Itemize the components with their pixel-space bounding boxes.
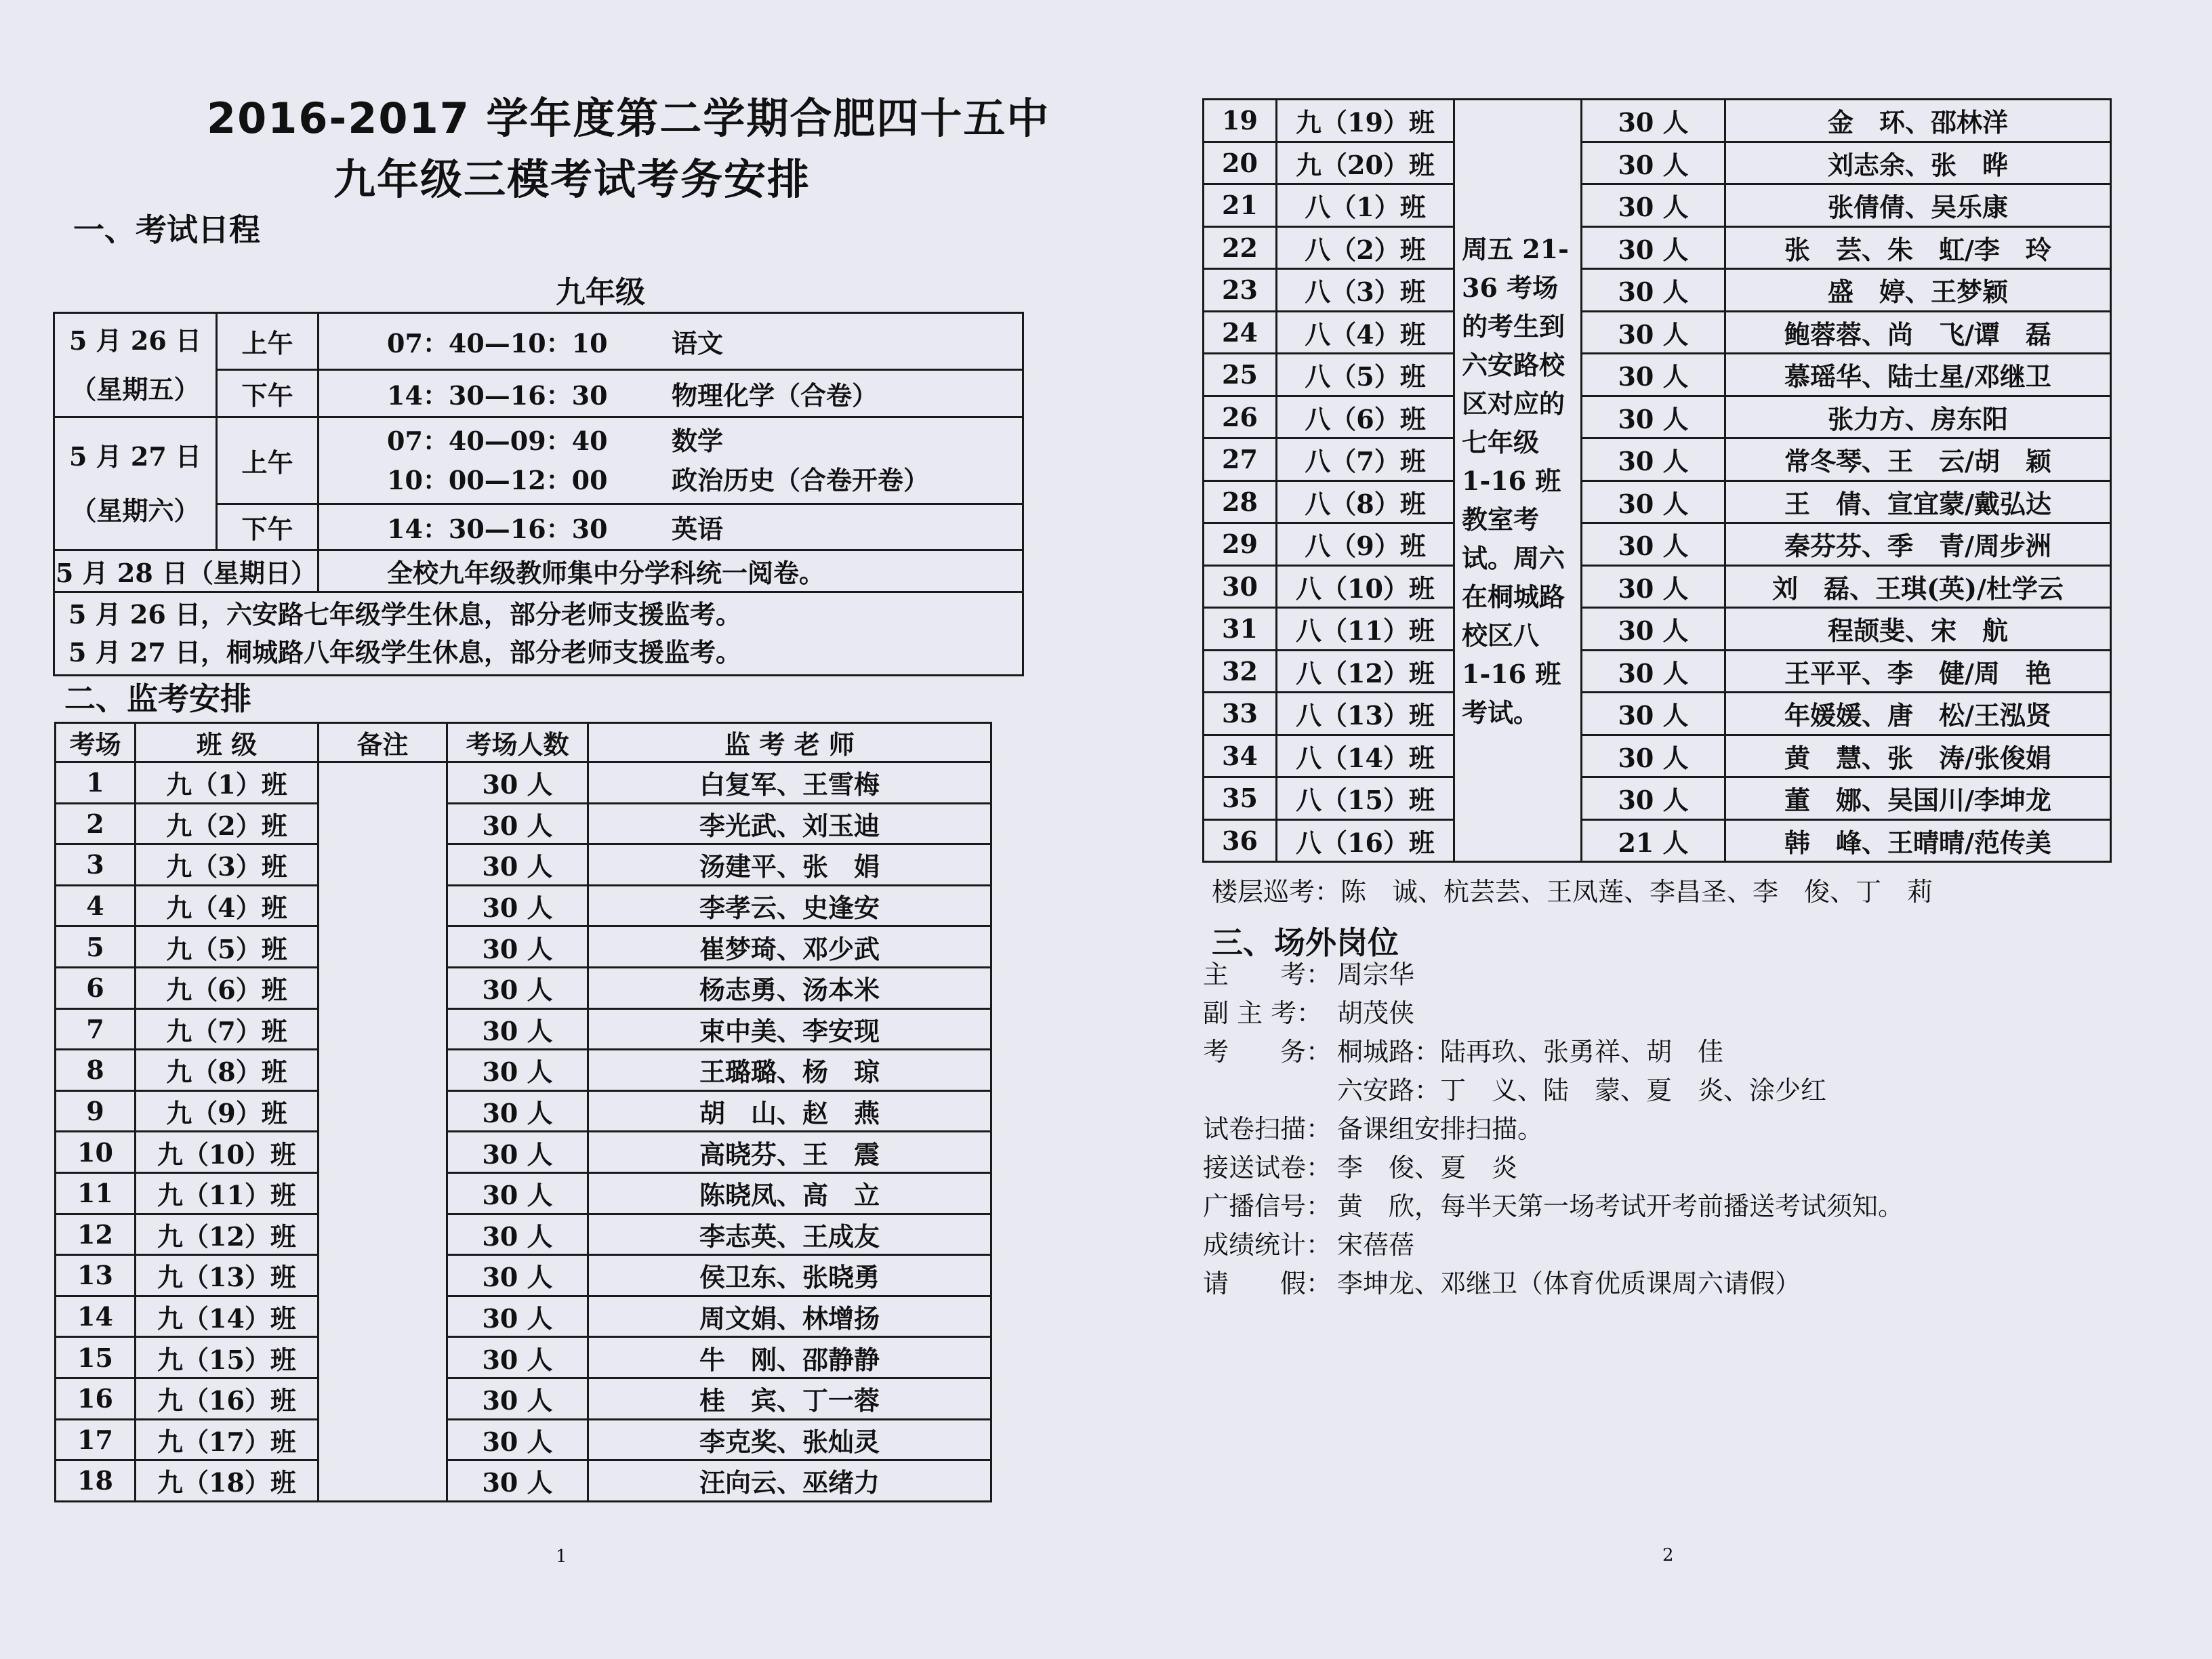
role-value: 李坤龙、邓继卫（体育优质课周六请假）: [1337, 1269, 1801, 1298]
role-value: 备课组安排扫描。: [1337, 1114, 1544, 1144]
room-number: 2: [56, 803, 136, 844]
room-number: 3: [56, 844, 136, 886]
class-name: 九（17）班: [136, 1419, 319, 1460]
class-name: 八（2）班: [1277, 226, 1454, 269]
room-number: 22: [1204, 226, 1277, 269]
class-name: 八（9）班: [1277, 523, 1454, 566]
invigilators: 常冬琴、王 云/胡 颖: [1725, 438, 2111, 481]
room-number: 16: [56, 1378, 136, 1419]
table-row: [1204, 693, 2111, 735]
session-subject: 政治历史（合卷开卷）: [672, 464, 930, 495]
table-row: [1204, 608, 2111, 651]
table-row: [1204, 777, 2111, 820]
student-count: 30 人: [1582, 693, 1725, 735]
section1-heading: 一、考试日程: [73, 211, 260, 248]
student-count: 30 人: [1582, 226, 1725, 269]
table-row: [56, 1337, 991, 1378]
invigilators: 王平平、李 健/周 艳: [1725, 650, 2111, 693]
role-value: 周宗华: [1337, 960, 1415, 989]
role-key: 主 考：: [1203, 960, 1332, 989]
room-number: 20: [1204, 142, 1277, 184]
role-value: 黄 欣，每半天第一场考试开考前播送考试须知。: [1337, 1191, 1904, 1221]
table-row: [56, 885, 991, 926]
class-name: 九（8）班: [136, 1050, 319, 1091]
table-row: [1204, 142, 2111, 184]
room-number: 19: [1204, 100, 1277, 142]
student-count: 30 人: [447, 926, 588, 968]
day2-date: 5 月 27 日: [68, 441, 201, 472]
day2-weekday: （星期六）: [70, 495, 200, 526]
room-number: 17: [56, 1419, 136, 1460]
day1-date: 5 月 26 日: [68, 325, 201, 356]
room-number: 24: [1204, 311, 1277, 354]
table-row: [56, 1378, 991, 1419]
student-count: 30 人: [447, 844, 588, 886]
student-count: 30 人: [447, 1172, 588, 1214]
table-row: [56, 1460, 991, 1502]
student-count: 30 人: [447, 885, 588, 926]
class-name: 九（4）班: [136, 885, 319, 926]
table-header-row: [56, 723, 991, 762]
room-number: 11: [56, 1172, 136, 1214]
table-row: [1204, 650, 2111, 693]
class-name: 九（11）班: [136, 1172, 319, 1214]
role-value: 胡茂侠: [1337, 998, 1415, 1028]
table-row: [1204, 226, 2111, 269]
page-number-right: 2: [1662, 1545, 1674, 1565]
role-line: [1203, 1149, 1904, 1187]
room-number: 30: [1204, 565, 1277, 608]
day1-pm-period: 下午: [217, 370, 319, 417]
class-name: 八（8）班: [1277, 480, 1454, 523]
table-row: [1204, 735, 2111, 777]
room-number: 31: [1204, 608, 1277, 651]
role-value: 宋蓓蓓: [1337, 1230, 1415, 1260]
room-number: 10: [56, 1132, 136, 1173]
invigilators: 王 倩、宣宜蒙/戴弘达: [1725, 480, 2111, 523]
table-row: [56, 1090, 991, 1132]
class-name: 八（7）班: [1277, 438, 1454, 481]
day1-am-period: 上午: [217, 313, 319, 370]
role-line: [1203, 994, 1904, 1033]
table-row: [1204, 819, 2111, 862]
invigilators: 慕瑶华、陆士星/邓继卫: [1725, 354, 2111, 396]
table-row: [1204, 100, 2111, 142]
role-key: 广播信号：: [1203, 1191, 1332, 1221]
col-header-teachers: 监 考 老 师: [588, 723, 991, 762]
class-name: 八（6）班: [1277, 396, 1454, 438]
exam-schedule-table: [53, 312, 1024, 676]
class-name: 九（2）班: [136, 803, 319, 844]
class-name: 八（12）班: [1277, 650, 1454, 693]
section3-heading: 三、场外岗位: [1212, 924, 1399, 961]
class-name: 九（13）班: [136, 1255, 319, 1296]
invigilators: 张 芸、朱 虹/李 玲: [1725, 226, 2111, 269]
room-number: 34: [1204, 735, 1277, 777]
invigilators: 黄 慧、张 涛/张俊娟: [1725, 735, 2111, 777]
table-row: [1204, 184, 2111, 227]
invigilators: 陈晓凤、高 立: [588, 1172, 991, 1214]
invigilators: 高晓芬、王 震: [588, 1132, 991, 1173]
table-row: [56, 1255, 991, 1296]
room-number: 13: [56, 1255, 136, 1296]
room-number: 33: [1204, 693, 1277, 735]
class-name: 八（16）班: [1277, 819, 1454, 862]
class-name: 八（4）班: [1277, 311, 1454, 354]
role-key: 试卷扫描：: [1203, 1114, 1332, 1144]
room-number: 29: [1204, 523, 1277, 566]
day1-date-cell: [54, 313, 217, 417]
student-count: 30 人: [1582, 523, 1725, 566]
student-count: 30 人: [447, 1296, 588, 1337]
title-line-1: 2016-2017 学年度第二学期合肥四十五中: [207, 94, 1050, 143]
class-name: 九（1）班: [136, 762, 319, 804]
role-line: [1203, 1071, 1904, 1110]
student-count: 30 人: [447, 1132, 588, 1173]
role-line: [1203, 1226, 1904, 1265]
day3-text: 全校九年级教师集中分学科统一阅卷。: [319, 550, 1023, 592]
table-row: [56, 803, 991, 844]
role-line: [1203, 1033, 1904, 1071]
col-header-room: 考场: [56, 723, 136, 762]
invigilators: 牛 刚、邵静静: [588, 1337, 991, 1378]
student-count: 30 人: [447, 803, 588, 844]
student-count: 30 人: [1582, 480, 1725, 523]
invigilators: 崔梦琦、邓少武: [588, 926, 991, 968]
col-header-note: 备注: [319, 723, 447, 762]
note-cell: [319, 762, 447, 1502]
student-count: 30 人: [1582, 650, 1725, 693]
day2-date-cell: [54, 417, 217, 550]
floor-patrol: 楼层巡考：陈 诚、杭芸芸、王凤莲、李昌圣、李 俊、丁 莉: [1212, 877, 1933, 907]
student-count: 30 人: [447, 1419, 588, 1460]
invigilators: 胡 山、赵 燕: [588, 1090, 991, 1132]
col-header-class: 班 级: [136, 723, 319, 762]
schedule-note: 5 月 27 日，桐城路八年级学生休息，部分老师支援监考。: [68, 637, 742, 668]
room-number: 28: [1204, 480, 1277, 523]
student-count: 30 人: [447, 1090, 588, 1132]
class-name: 九（12）班: [136, 1214, 319, 1255]
table-row: [56, 762, 991, 804]
room-number: 23: [1204, 269, 1277, 312]
session-time: 14：30—16：30: [387, 514, 608, 544]
invigilators: 杨志勇、汤本米: [588, 967, 991, 1008]
student-count: 30 人: [447, 1255, 588, 1296]
day2-am-period: 上午: [217, 417, 319, 504]
role-line: [1203, 1187, 1904, 1226]
class-name: 九（5）班: [136, 926, 319, 968]
invigilators: 桂 宾、丁一蓉: [588, 1378, 991, 1419]
student-count: 30 人: [1582, 142, 1725, 184]
class-name: 九（9）班: [136, 1090, 319, 1132]
class-name: 八（13）班: [1277, 693, 1454, 735]
section2-heading: 二、监考安排: [64, 680, 251, 717]
class-name: 八（3）班: [1277, 269, 1454, 312]
student-count: 30 人: [447, 1214, 588, 1255]
off-site-roles: [1203, 956, 1904, 1303]
room-number: 21: [1204, 184, 1277, 227]
invigilators: 王璐璐、杨 琼: [588, 1050, 991, 1091]
day3-date: 5 月 28 日（星期日）: [54, 550, 319, 592]
student-count: 30 人: [447, 1008, 588, 1050]
session-subject: 英语: [672, 514, 724, 544]
table-row: [56, 1172, 991, 1214]
table-row: [56, 1296, 991, 1337]
invigilators: 韩 峰、王晴晴/范传美: [1725, 819, 2111, 862]
invigilators: 白复军、王雪梅: [588, 762, 991, 804]
student-count: 30 人: [447, 1337, 588, 1378]
invigilators: 李克奖、张灿灵: [588, 1419, 991, 1460]
table-row: [1204, 438, 2111, 481]
student-count: 30 人: [1582, 735, 1725, 777]
student-count: 30 人: [1582, 438, 1725, 481]
col-header-count: 考场人数: [447, 723, 588, 762]
role-key: 考 务：: [1203, 1037, 1332, 1067]
table-row: [56, 1214, 991, 1255]
table-row: [1204, 480, 2111, 523]
session-subject: 物理化学（合卷）: [672, 380, 878, 411]
table-row: [56, 1050, 991, 1091]
student-count: 30 人: [1582, 100, 1725, 142]
role-value: 李 俊、夏 炎: [1337, 1153, 1518, 1183]
table-row: [1204, 354, 2111, 396]
class-name: 八（14）班: [1277, 735, 1454, 777]
table-row: [56, 1008, 991, 1050]
invigilation-table-left: [54, 722, 992, 1502]
room-number: 8: [56, 1050, 136, 1091]
class-name: 九（14）班: [136, 1296, 319, 1337]
room-number: 36: [1204, 819, 1277, 862]
student-count: 30 人: [1582, 777, 1725, 820]
session-time: 14：30—16：30: [387, 380, 608, 411]
page-number-left: 1: [556, 1547, 567, 1567]
schedule-notes: [54, 592, 1023, 676]
session-time: 07：40—10：10: [387, 328, 608, 359]
table-row: [1204, 396, 2111, 438]
role-line: [1203, 1265, 1904, 1303]
role-key: 请 假：: [1203, 1269, 1332, 1298]
invigilators: 秦芬芬、季 青/周步洲: [1725, 523, 2111, 566]
invigilators: 汪向云、巫绪力: [588, 1460, 991, 1502]
class-name: 八（1）班: [1277, 184, 1454, 227]
day1-am-session: [319, 313, 1023, 370]
class-name: 九（15）班: [136, 1337, 319, 1378]
table-row: [1204, 565, 2111, 608]
day2-pm-session: [319, 504, 1023, 550]
student-count: 30 人: [447, 967, 588, 1008]
role-value: 六安路：丁 义、陆 蒙、夏 炎、涂少红: [1337, 1076, 1827, 1105]
note-cell: 周五 21-36 考场的考生到六安路校区对应的七年级 1-16 班教室考试。周六在桐城路校区八 1-16 班考试。: [1454, 100, 1582, 862]
room-number: 32: [1204, 650, 1277, 693]
invigilators: 李光武、刘玉迪: [588, 803, 991, 844]
invigilation-table-right: [1202, 98, 2112, 863]
invigilators: 束中美、李安现: [588, 1008, 991, 1050]
session-time: 10：00—12：00: [387, 464, 608, 495]
class-name: 九（3）班: [136, 844, 319, 886]
room-number: 6: [56, 967, 136, 1008]
invigilators: 张倩倩、吴乐康: [1725, 184, 2111, 227]
student-count: 30 人: [447, 1378, 588, 1419]
table-row: [1204, 311, 2111, 354]
class-name: 九（7）班: [136, 1008, 319, 1050]
room-number: 26: [1204, 396, 1277, 438]
student-count: 30 人: [447, 1050, 588, 1091]
student-count: 21 人: [1582, 819, 1725, 862]
student-count: 30 人: [1582, 269, 1725, 312]
table-row: [56, 1419, 991, 1460]
invigilators: 年媛媛、唐 松/王泓贤: [1725, 693, 2111, 735]
student-count: 30 人: [1582, 396, 1725, 438]
title-line-2: 九年级三模考试考务安排: [333, 155, 811, 204]
class-name: 八（11）班: [1277, 608, 1454, 651]
invigilators: 程颉斐、宋 航: [1725, 608, 2111, 651]
student-count: 30 人: [1582, 608, 1725, 651]
class-name: 九（19）班: [1277, 100, 1454, 142]
day1-weekday: （星期五）: [70, 373, 200, 405]
class-name: 八（5）班: [1277, 354, 1454, 396]
room-number: 1: [56, 762, 136, 804]
student-count: 30 人: [1582, 565, 1725, 608]
class-name: 九（6）班: [136, 967, 319, 1008]
class-name: 九（20）班: [1277, 142, 1454, 184]
invigilators: 董 娜、吴国川/李坤龙: [1725, 777, 2111, 820]
role-value: 桐城路：陆再玖、张勇祥、胡 佳: [1337, 1037, 1724, 1067]
invigilators: 汤建平、张 娟: [588, 844, 991, 886]
role-line: [1203, 1110, 1904, 1149]
role-key: 副 主 考：: [1203, 998, 1323, 1028]
schedule-note: 5 月 26 日，六安路七年级学生休息，部分老师支援监考。: [68, 599, 742, 630]
invigilators: 刘 磊、王琪(英)/杜学云: [1725, 565, 2111, 608]
room-number: 15: [56, 1337, 136, 1378]
room-number: 14: [56, 1296, 136, 1337]
room-number: 9: [56, 1090, 136, 1132]
session-subject: 数学: [672, 425, 724, 456]
class-name: 八（15）班: [1277, 777, 1454, 820]
invigilators: 盛 婷、王梦颖: [1725, 269, 2111, 312]
table-row: [56, 1132, 991, 1173]
day2-pm-period: 下午: [217, 504, 319, 550]
day1-pm-session: [319, 370, 1023, 417]
class-name: 九（18）班: [136, 1460, 319, 1502]
table-row: [56, 844, 991, 886]
room-number: 27: [1204, 438, 1277, 481]
session-subject: 语文: [672, 328, 724, 359]
class-name: 九（10）班: [136, 1132, 319, 1173]
invigilators: 侯卫东、张晓勇: [588, 1255, 991, 1296]
invigilators: 李孝云、史逢安: [588, 885, 991, 926]
student-count: 30 人: [1582, 184, 1725, 227]
table-row: [56, 967, 991, 1008]
role-key: 接送试卷：: [1203, 1153, 1332, 1183]
room-number: 5: [56, 926, 136, 968]
table-row: [1204, 269, 2111, 312]
room-number: 7: [56, 1008, 136, 1050]
student-count: 30 人: [447, 1460, 588, 1502]
day2-am-session: [319, 417, 1023, 504]
room-number: 18: [56, 1460, 136, 1502]
room-number: 12: [56, 1214, 136, 1255]
role-line: [1203, 956, 1904, 994]
invigilators: 金 环、邵林洋: [1725, 100, 2111, 142]
class-name: 八（10）班: [1277, 565, 1454, 608]
role-key: 成绩统计：: [1203, 1230, 1332, 1260]
invigilators: 刘志余、张 晔: [1725, 142, 2111, 184]
table-row: [1204, 523, 2111, 566]
session-time: 07：40—09：40: [387, 425, 608, 456]
student-count: 30 人: [1582, 354, 1725, 396]
class-name: 九（16）班: [136, 1378, 319, 1419]
table-row: [56, 926, 991, 968]
student-count: 30 人: [1582, 311, 1725, 354]
room-number: 25: [1204, 354, 1277, 396]
invigilators: 周文娟、林增扬: [588, 1296, 991, 1337]
room-number: 4: [56, 885, 136, 926]
invigilators: 李志英、王成友: [588, 1214, 991, 1255]
invigilators: 张力方、房东阳: [1725, 396, 2111, 438]
student-count: 30 人: [447, 762, 588, 804]
schedule-table-title: 九年级: [556, 275, 645, 310]
invigilators: 鲍蓉蓉、尚 飞/谭 磊: [1725, 311, 2111, 354]
room-number: 35: [1204, 777, 1277, 820]
